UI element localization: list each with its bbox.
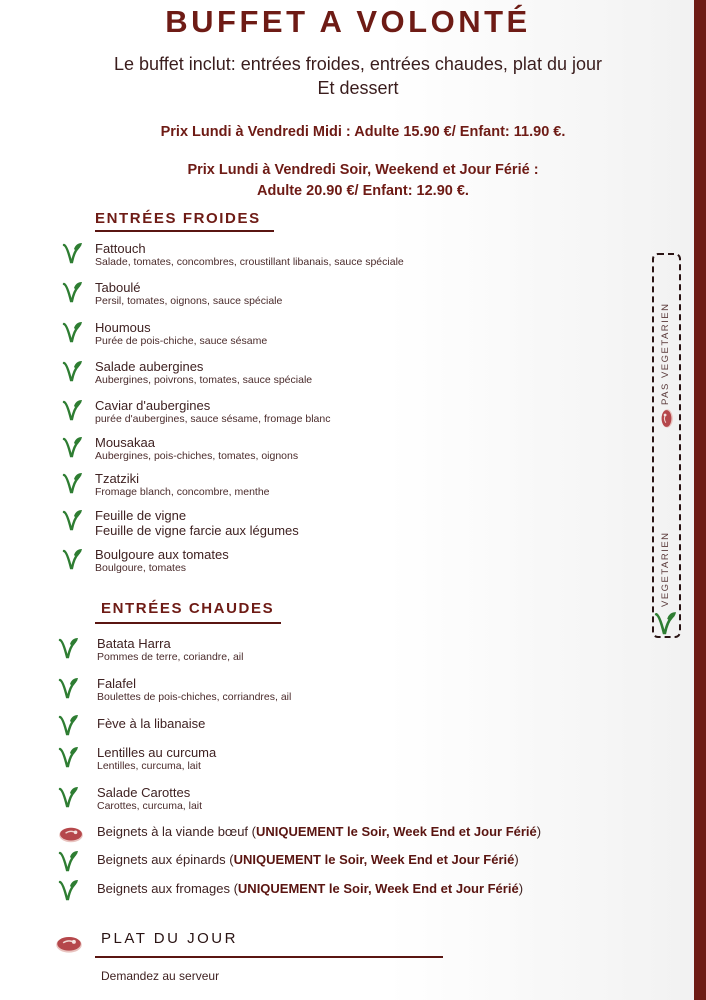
veg-icon — [62, 360, 82, 387]
veg-icon — [58, 786, 78, 813]
item-name-text: Tzatziki — [95, 471, 140, 486]
price-soir-line-1: Prix Lundi à Vendredi Soir, Weekend et Jour Férié : — [187, 162, 539, 178]
veg-icon — [62, 548, 82, 575]
veg-icon — [58, 637, 78, 664]
veg-icon — [654, 611, 676, 640]
item-name-text: Beignets aux fromages — [97, 881, 230, 896]
price-midi: Prix Lundi à Vendredi Midi : Adulte 15.90 €/ Enfant: 11.90 €. — [160, 124, 566, 140]
veg-icon — [58, 850, 78, 877]
legend-box — [652, 253, 681, 638]
item-name — [95, 399, 330, 413]
item-name — [97, 746, 216, 760]
heading-entrees-froides: ENTRÉES FROIDES — [95, 210, 261, 227]
item-name-text: Caviar d'aubergines — [95, 398, 211, 413]
item-name-text: Taboulé — [95, 280, 141, 295]
item-name-text: Lentilles au curcuma — [97, 745, 217, 760]
item-description: Feuille de vigne farcie aux légumes — [95, 523, 299, 538]
item-description: Carottes, curcuma, lait — [97, 800, 203, 812]
veg-icon — [62, 399, 82, 426]
meat-icon — [55, 934, 83, 959]
veg-icon — [62, 281, 82, 308]
veg-icon — [62, 242, 82, 269]
item-name: Beignets à la viande bœuf (UNIQUEMENT le Soir, Week End et Jour Férié) — [97, 824, 542, 839]
item-description: Boulettes de pois-chiches, corriandres, ail — [97, 691, 292, 703]
item-description: Boulgoure, tomates — [95, 562, 187, 574]
availability-note: UNIQUEMENT le Soir, Week End et Jour Férié — [256, 824, 537, 839]
item-name — [97, 717, 205, 731]
item-name — [95, 472, 270, 486]
item-description: Fromage blanch, concombre, menthe — [95, 486, 270, 498]
meat-icon — [660, 409, 679, 429]
subtitle-line-2: Et dessert — [317, 78, 399, 98]
veg-icon — [62, 509, 82, 536]
item-description: Lentilles, curcuma, lait — [97, 760, 201, 772]
plat-du-jour-text: Demandez au serveur — [101, 969, 220, 983]
item-name-text: Feuille de vigne — [95, 508, 187, 523]
item-name — [95, 360, 312, 374]
item-name-text: Batata Harra — [97, 636, 171, 651]
divider — [95, 956, 443, 958]
item-name: Beignets aux fromages (UNIQUEMENT le Soir, Week End et Jour Férié) — [97, 881, 524, 896]
subtitle-line-1: Le buffet inclut: entrées froides, entrées chaudes, plat du jour — [114, 54, 602, 74]
item-name — [95, 281, 282, 295]
item-name — [97, 786, 202, 800]
item-name — [95, 509, 299, 523]
item-name-text: Fattouch — [95, 241, 146, 256]
item-name-text: Salade aubergines — [95, 359, 204, 374]
heading-entrees-chaudes: ENTRÉES CHAUDES — [101, 600, 275, 617]
veg-icon — [58, 746, 78, 773]
veg-icon — [62, 321, 82, 348]
veg-icon — [62, 472, 82, 499]
item-name — [97, 637, 243, 651]
veg-icon — [58, 879, 78, 906]
item-description: Aubergines, poivrons, tomates, sauce spéciale — [95, 374, 313, 386]
item-name-text: Boulgoure aux tomates — [95, 547, 229, 562]
divider — [95, 622, 281, 624]
item-name — [95, 436, 298, 450]
availability-note: UNIQUEMENT le Soir, Week End et Jour Férié — [233, 852, 515, 867]
item-name-text: Salade Carottes — [97, 785, 191, 800]
item-name — [95, 548, 229, 562]
veg-icon — [62, 436, 82, 463]
page-title: BUFFET A VOLONTÉ — [165, 4, 531, 39]
price-soir-line-2: Adulte 20.90 €/ Enfant: 12.90 €. — [257, 183, 469, 199]
legend-vegetarian: VEGETARIEN — [660, 531, 671, 607]
item-description: Aubergines, pois-chiches, tomates, oignons — [95, 450, 299, 462]
item-name-text: Houmous — [95, 320, 151, 335]
item-description: purée d'aubergines, sauce sésame, fromage blanc — [95, 413, 331, 425]
availability-note: UNIQUEMENT le Soir, Week End et Jour Férié — [237, 881, 519, 896]
item-name-text: Falafel — [97, 676, 137, 691]
item-name-text: Mousakaa — [95, 435, 155, 450]
item-description: Salade, tomates, concombres, croustillant libanais, sauce spéciale — [95, 256, 404, 268]
heading-plat-du-jour: PLAT DU JOUR — [101, 930, 238, 947]
item-description: Persil, tomates, oignons, sauce spéciale — [95, 295, 283, 307]
veg-icon — [58, 714, 78, 741]
item-name-text: Beignets aux épinards — [97, 852, 226, 867]
item-description: Pommes de terre, coriandre, ail — [97, 651, 244, 663]
meat-icon — [58, 825, 84, 848]
item-name-text: Beignets à la viande bœuf — [97, 824, 249, 839]
legend-non-vegetarian: PAS VEGETARIEN — [660, 302, 671, 405]
item-name-text: Fève à la libanaise — [97, 716, 206, 731]
item-description: Purée de pois-chiche, sauce sésame — [95, 335, 268, 347]
item-name — [97, 677, 291, 691]
item-name: Beignets aux épinards (UNIQUEMENT le Soir, Week End et Jour Férié) — [97, 852, 519, 867]
item-name — [95, 242, 404, 256]
side-bar-decoration — [694, 0, 706, 1000]
item-name — [95, 321, 267, 335]
veg-icon — [58, 677, 78, 704]
divider — [95, 230, 274, 232]
